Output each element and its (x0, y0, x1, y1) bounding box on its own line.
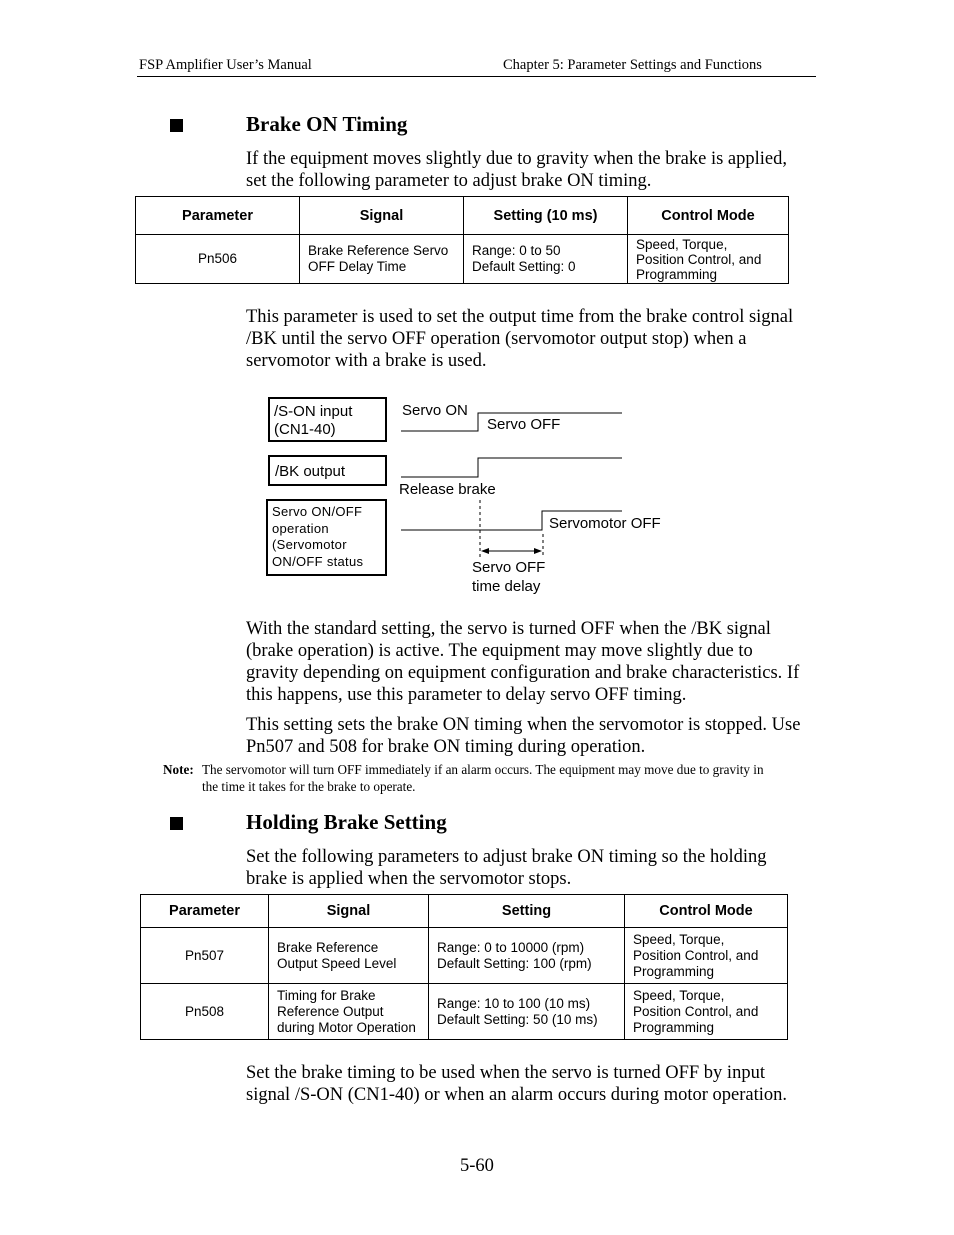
table-header-row (136, 197, 789, 235)
servo-status-box (266, 499, 387, 576)
column-header: Setting (429, 895, 625, 928)
label-line: time delay (472, 578, 541, 595)
section2-outro (246, 1062, 826, 1106)
column-header: Control Mode (625, 895, 788, 928)
cell-line: Speed, Torque, (633, 931, 725, 947)
cell-line: Speed, Torque, (636, 236, 728, 252)
column-header: Signal (300, 197, 464, 235)
section1-intro (246, 148, 816, 192)
signal-cell (300, 235, 464, 284)
servo-on-label: Servo ON (402, 402, 468, 419)
setting-cell (464, 235, 628, 284)
section1-description (246, 306, 826, 372)
servo-off-label: Servo OFF (487, 416, 561, 433)
box-line: (Servomotor (272, 537, 347, 552)
box-line: Servo ON/OFF (272, 504, 363, 519)
table-row (141, 928, 788, 984)
column-header: Control Mode (628, 197, 789, 235)
arrow-right-icon (534, 548, 542, 554)
table-header-row (141, 895, 788, 928)
text-line: set the following parameter to adjust brake ON timing. (246, 171, 652, 191)
box-line: operation (272, 520, 329, 536)
cell-line: Programming (633, 963, 715, 979)
column-header: Parameter (136, 197, 300, 235)
setting-cell (429, 984, 625, 1040)
cell-line: Range: 10 to 100 (10 ms) (437, 995, 591, 1011)
setting-cell (429, 928, 625, 984)
cell-line: Brake Reference Servo (308, 243, 449, 258)
bk-waveform (401, 458, 622, 477)
s-on-input-box (268, 397, 387, 442)
cell-line: OFF Delay Time (308, 259, 407, 274)
servomotor-off-label: Servomotor OFF (549, 515, 661, 532)
brake-on-timing-paragraph (246, 714, 826, 758)
cell-line: Position Control, and (633, 1003, 759, 1019)
text-line: This setting sets the brake ON timing when the servomotor is stopped. Use (246, 715, 801, 735)
table-row (136, 235, 789, 284)
section-title-brake-on-timing: Brake ON Timing (246, 112, 408, 136)
table-row (141, 984, 788, 1040)
mode-cell (625, 984, 788, 1040)
cell-line: Position Control, and (633, 947, 759, 963)
text-line: If the equipment moves slightly due to gravity when the brake is applied, (246, 149, 787, 169)
note-text (202, 761, 822, 795)
text-line: servomotor with a brake is used. (246, 351, 487, 371)
param-cell: Pn507 (141, 928, 269, 984)
servo-status-waveform (401, 511, 622, 530)
cell-line: Speed, Torque, (633, 987, 725, 1003)
note-label: Note: (163, 762, 194, 777)
cell-line: Default Setting: 50 (10 ms) (437, 1011, 598, 1027)
header-rule (137, 76, 816, 77)
header-manual-title: FSP Amplifier User’s Manual (139, 57, 312, 73)
cell-line: Brake Reference (277, 939, 379, 955)
cell-line: Programming (633, 1019, 715, 1035)
signal-cell (269, 928, 429, 984)
bk-output-box (268, 455, 387, 486)
standard-setting-paragraph (246, 618, 826, 706)
box-label: /BK output (275, 463, 346, 480)
box-line: ON/OFF status (272, 553, 364, 569)
header-chapter-title: Chapter 5: Parameter Settings and Functions (503, 57, 762, 73)
section-title-holding-brake-setting: Holding Brake Setting (246, 810, 447, 834)
cell-line: Range: 0 to 10000 (rpm) (437, 939, 585, 955)
box-line: /S-ON input (274, 403, 353, 420)
column-header: Setting (10 ms) (464, 197, 628, 235)
arrow-left-icon (481, 548, 489, 554)
release-brake-label: Release brake (399, 481, 496, 498)
text-line: This parameter is used to set the output time from the brake control signal (246, 307, 794, 327)
mode-cell (628, 235, 789, 284)
bullet-square-icon (170, 817, 183, 830)
text-line: With the standard setting, the servo is turned OFF when the /BK signal (246, 619, 771, 639)
cell-line: Timing for Brake (277, 987, 376, 1003)
text-line: this happens, use this parameter to delay servo OFF timing. (246, 685, 687, 705)
column-header: Parameter (141, 895, 269, 928)
text-line: Set the brake timing to be used when the servo is turned OFF by input (246, 1063, 765, 1083)
bullet-square-icon (170, 119, 183, 132)
param-cell: Pn506 (136, 235, 300, 284)
cell-line: Position Control, and (636, 251, 762, 267)
column-header: Signal (269, 895, 429, 928)
text-line: /BK until the servo OFF operation (servomotor output stop) when a (246, 329, 747, 349)
cell-line: Output Speed Level (277, 955, 397, 971)
text-line: Set the following parameters to adjust brake ON timing so the holding (246, 847, 767, 867)
cell-line: Default Setting: 0 (472, 259, 576, 274)
text-line: Pn507 and 508 for brake ON timing during operation. (246, 737, 646, 757)
text-line: The servomotor will turn OFF immediately if an alarm occurs. The equipment may move due to gravity in (202, 762, 764, 777)
section2-intro (246, 846, 816, 890)
s-on-waveform (401, 413, 622, 431)
signal-cell (269, 984, 429, 1040)
delay-label (472, 558, 545, 596)
cell-line: Range: 0 to 50 (472, 243, 561, 258)
cell-line: Programming (636, 266, 718, 282)
param-cell: Pn508 (141, 984, 269, 1040)
holding-brake-parameter-table (140, 894, 788, 1040)
pn506-parameter-table (135, 196, 789, 284)
box-line: (CN1-40) (274, 421, 336, 438)
cell-line: during Motor Operation (277, 1019, 416, 1035)
cell-line: Default Setting: 100 (rpm) (437, 955, 592, 971)
label-line: Servo OFF (472, 559, 546, 576)
text-line: signal /S-ON (CN1-40) or when an alarm occurs during motor operation. (246, 1085, 787, 1105)
text-line: brake is applied when the servomotor stops. (246, 869, 572, 889)
mode-cell (625, 928, 788, 984)
text-line: (brake operation) is active. The equipment may move slightly due to (246, 641, 753, 661)
text-line: gravity depending on equipment configuration and brake characteristics. If (246, 663, 800, 683)
text-line: the time it takes for the brake to operate. (202, 779, 416, 794)
page-number: 5-60 (460, 1156, 494, 1176)
cell-line: Reference Output (277, 1003, 384, 1019)
